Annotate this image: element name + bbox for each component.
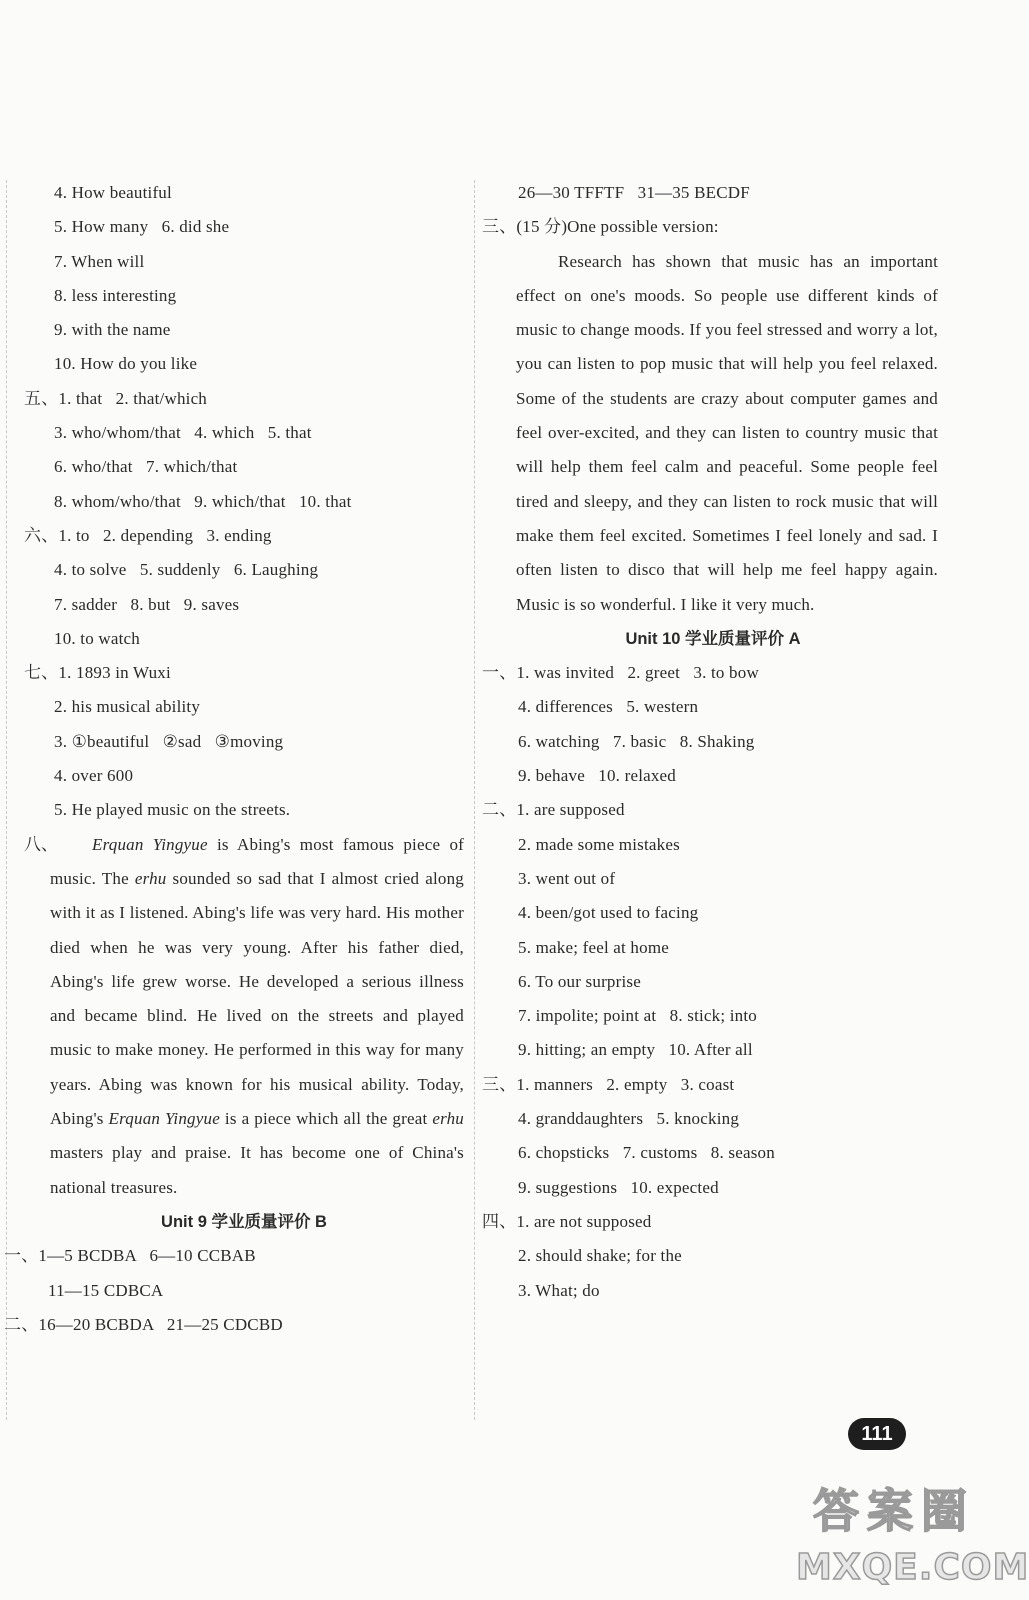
answer-line: 2. made some mistakes xyxy=(518,834,680,854)
section-marker: 二、 xyxy=(482,800,517,820)
answer-line: 5. He played music on the streets. xyxy=(54,800,291,820)
column-divider xyxy=(474,180,475,1420)
essay-text: masters play and praise. It has become one of China's national treasures. xyxy=(50,1143,464,1197)
answer-line: 5. How many 6. did she xyxy=(54,217,230,237)
section-6-line xyxy=(24,519,464,553)
section-marker: 二、 xyxy=(4,1314,39,1334)
answer-line: 9. with the name xyxy=(54,320,171,340)
section-head-text: (15 分)One possible version: xyxy=(516,217,719,237)
section-3-header xyxy=(482,210,938,244)
essay-paragraph: Research has shown that music has an important effect on one's moods. So people use different kinds of music to change moods. If you feel stressed and worry a lot, you can listen to pop music that will help you feel relaxed. Some of the students are crazy about computer games and feel over-excited, and they can listen to country music that will help them feel calm and peaceful. Some people feel tired and sleepy, and they can listen to rock music that will make them feel excited. Sometimes I feel lonely and sad. I often listen to disco that will help me feel happy again. Music is so wonderful. I like it very much. xyxy=(516,251,938,614)
answer-line: 4. granddaughters 5. knocking xyxy=(518,1109,740,1129)
answer-line: 6. watching 7. basic 8. Shaking xyxy=(518,731,755,751)
section-8 xyxy=(24,828,464,1205)
answer-line: 8. whom/who/that 9. which/that 10. that xyxy=(54,491,352,511)
essay-title-italic: Erquan Yingyue xyxy=(92,834,208,854)
answer-line: 7. sadder 8. but 9. saves xyxy=(54,594,240,614)
section-marker: 一、 xyxy=(482,663,517,683)
essay-text: sounded so sad that I almost cried along with it as I listened. Abing's life was very hard. His mother died when he was very young. After his father died, Abing's life grew worse. He developed a serious illness and became blind. He lived on the streets and played music to make money. He performed in this way for many years. Abing was known for his musical ability. Today, Abing's xyxy=(50,868,464,1129)
u10-section-2-line xyxy=(482,793,938,827)
answer-text: 1. are supposed xyxy=(516,800,625,820)
site-watermark-logo xyxy=(796,1482,1029,1594)
unit-9-heading: Unit 9 学业质量评价 B xyxy=(161,1212,327,1231)
right-column xyxy=(482,176,938,1308)
section-marker: 五、 xyxy=(24,388,59,408)
answer-line: 3. What; do xyxy=(518,1280,600,1300)
section-marker: 三、 xyxy=(482,217,517,237)
answer-text: 1. to 2. depending 3. ending xyxy=(58,525,272,545)
answer-line: 9. hitting; an empty 10. After all xyxy=(518,1040,753,1060)
watermark-text-top: 答案圈 xyxy=(813,1484,975,1538)
section-marker: 四、 xyxy=(482,1211,517,1231)
essay-text: is a piece which all the great xyxy=(219,1109,433,1129)
essay-title-italic: Erquan Yingyue xyxy=(108,1109,220,1129)
answer-text: 1. are not supposed xyxy=(516,1211,652,1231)
section-marker: 八、 xyxy=(24,834,58,854)
page-number-badge: 111 xyxy=(848,1418,906,1450)
section-7-line xyxy=(24,656,464,690)
section-marker: 一、 xyxy=(4,1246,39,1266)
answer-line: 5. make; feel at home xyxy=(518,937,669,957)
left-margin-rule xyxy=(6,180,7,1420)
answer-line: 7. When will xyxy=(54,251,145,271)
answer-line: 8. less interesting xyxy=(54,285,177,305)
answer-line: 26—30 TFFTF 31—35 BECDF xyxy=(518,183,750,202)
answer-line: 6. chopsticks 7. customs 8. season xyxy=(518,1143,775,1163)
watermark-text-bottom: MXQE.COM xyxy=(796,1547,1029,1588)
section-marker: 七、 xyxy=(24,663,59,683)
answer-line: 3. went out of xyxy=(518,868,616,888)
answer-line: 6. To our surprise xyxy=(518,971,641,991)
u10-section-1-line xyxy=(482,656,938,690)
answer-text: 16—20 BCBDA 21—25 CDCBD xyxy=(38,1314,283,1334)
answer-line: 4. differences 5. western xyxy=(518,697,699,717)
answer-text: 1. manners 2. empty 3. coast xyxy=(516,1074,735,1094)
u10-section-4-line xyxy=(482,1205,938,1239)
essay-text: is Abing's most famous piece of music. The xyxy=(50,834,465,888)
essay-italic: erhu xyxy=(134,868,167,888)
answer-line: 10. How do you like xyxy=(54,354,198,374)
essay-italic: erhu xyxy=(432,1109,464,1129)
answer-line: 2. his musical ability xyxy=(54,697,201,717)
answer-line: 9. suggestions 10. expected xyxy=(518,1177,719,1197)
answer-line: 3. ①beautiful ②sad ③moving xyxy=(54,731,284,751)
section-marker: 三、 xyxy=(482,1074,517,1094)
answer-text: 1. was invited 2. greet 3. to bow xyxy=(516,663,759,683)
essay-paragraph xyxy=(24,828,464,1205)
answer-line: 4. over 600 xyxy=(54,766,134,786)
unit9-section-1-line xyxy=(4,1239,464,1273)
answer-line: 2. should shake; for the xyxy=(518,1246,682,1266)
answer-line: 7. impolite; point at 8. stick; into xyxy=(518,1006,757,1026)
answer-text: 1. 1893 in Wuxi xyxy=(58,663,171,683)
answer-line: 11—15 CDBCA xyxy=(48,1280,164,1300)
u10-section-3-line xyxy=(482,1068,938,1102)
section-5-line xyxy=(24,382,464,416)
unit9-section-2-line xyxy=(4,1308,464,1342)
unit-10-heading: Unit 10 学业质量评价 A xyxy=(625,629,801,648)
answer-line: 4. How beautiful xyxy=(54,183,172,202)
answer-line: 10. to watch xyxy=(54,628,140,648)
answer-text: 1—5 BCDBA 6—10 CCBAB xyxy=(38,1246,256,1266)
left-column xyxy=(4,176,465,1342)
answer-text: 1. that 2. that/which xyxy=(58,388,208,408)
answer-line: 3. who/whom/that 4. which 5. that xyxy=(54,423,312,443)
answer-line: 4. been/got used to facing xyxy=(518,903,699,923)
answer-line: 6. who/that 7. which/that xyxy=(54,457,238,477)
section-marker: 六、 xyxy=(24,525,59,545)
answer-line: 9. behave 10. relaxed xyxy=(518,766,677,786)
answer-line: 4. to solve 5. suddenly 6. Laughing xyxy=(54,560,319,580)
